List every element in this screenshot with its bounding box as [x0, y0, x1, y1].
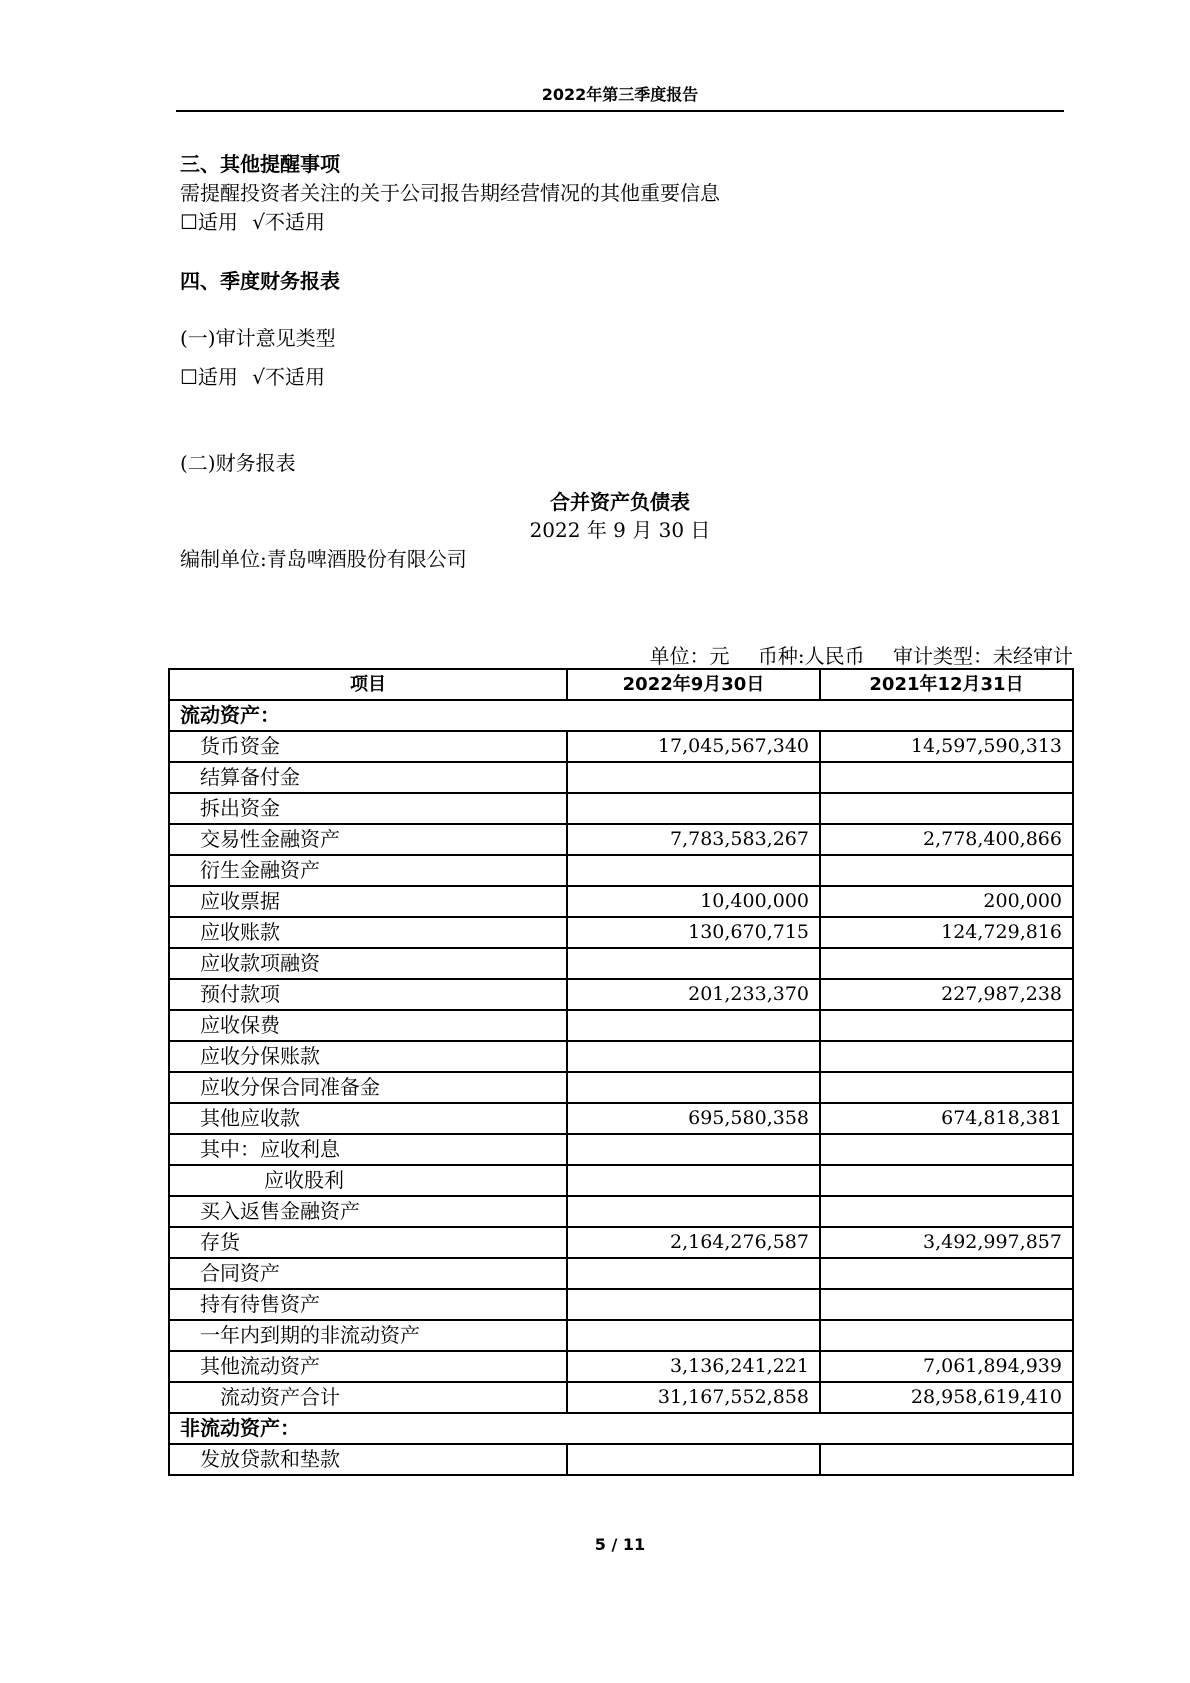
row-label: 其他应收款	[169, 1103, 567, 1134]
value-prior: 124,729,816	[820, 917, 1073, 948]
value-prior: 200,000	[820, 886, 1073, 917]
table-row	[169, 855, 1073, 886]
row-label: 拆出资金	[169, 793, 567, 824]
value-prior: 14,597,590,313	[820, 731, 1073, 762]
value-prior	[820, 1444, 1073, 1475]
value-prior	[820, 1165, 1073, 1196]
value-current: 130,670,715	[567, 917, 820, 948]
value-current: 3,136,241,221	[567, 1351, 820, 1382]
page-number: 5 / 11	[594, 1535, 646, 1554]
audit-opinion-heading: (一)审计意见类型	[180, 326, 336, 350]
row-label: 存货	[169, 1227, 567, 1258]
row-label: 衍生金融资产	[169, 855, 567, 886]
table-row	[169, 1320, 1073, 1351]
table-row	[169, 1258, 1073, 1289]
table-row	[169, 1103, 1073, 1134]
table-row	[169, 824, 1073, 855]
table-header-row	[169, 669, 1073, 700]
unit-label: 单位：元	[649, 644, 730, 668]
table-row	[169, 1444, 1073, 1475]
value-current	[567, 855, 820, 886]
value-current	[567, 948, 820, 979]
currency-label: 币种:人民币	[757, 644, 865, 668]
row-label: 买入返售金融资产	[169, 1196, 567, 1227]
not-applicable-option: √不适用	[252, 210, 326, 234]
table-row	[169, 1196, 1073, 1227]
table-row	[169, 917, 1073, 948]
preparing-entity: 编制单位:青岛啤酒股份有限公司	[180, 547, 467, 571]
value-prior	[820, 1041, 1073, 1072]
row-label: 一年内到期的非流动资产	[169, 1320, 567, 1351]
value-current	[567, 1258, 820, 1289]
header-item: 项目	[169, 669, 567, 700]
table-row	[169, 762, 1073, 793]
value-prior: 3,492,997,857	[820, 1227, 1073, 1258]
value-prior: 674,818,381	[820, 1103, 1073, 1134]
row-label: 其中：应收利息	[169, 1134, 567, 1165]
value-prior: 227,987,238	[820, 979, 1073, 1010]
section3-description: 需提醒投资者关注的关于公司报告期经营情况的其他重要信息	[180, 181, 720, 205]
section3-options	[180, 206, 333, 235]
value-current: 10,400,000	[567, 886, 820, 917]
statement-date: 2022 年 9 月 30 日	[529, 518, 711, 542]
value-current	[567, 1444, 820, 1475]
value-prior: 7,061,894,939	[820, 1351, 1073, 1382]
section-current-assets: 流动资产：	[169, 700, 1073, 731]
value-current	[567, 793, 820, 824]
value-prior	[820, 1258, 1073, 1289]
row-label: 结算备付金	[169, 762, 567, 793]
value-current: 201,233,370	[567, 979, 820, 1010]
value-prior: 28,958,619,410	[820, 1382, 1073, 1413]
applicable-option: ☐适用	[180, 365, 238, 389]
header-period-current: 2022年9月30日	[567, 669, 820, 700]
table-row	[169, 1041, 1073, 1072]
row-label: 合同资产	[169, 1258, 567, 1289]
value-prior: 2,778,400,866	[820, 824, 1073, 855]
table-row	[169, 948, 1073, 979]
value-current	[567, 1041, 820, 1072]
value-prior	[820, 793, 1073, 824]
row-label: 应收款项融资	[169, 948, 567, 979]
row-label: 持有待售资产	[169, 1289, 567, 1320]
section3-heading: 三、其他提醒事项	[180, 152, 340, 176]
value-current: 17,045,567,340	[567, 731, 820, 762]
table-row	[169, 1165, 1073, 1196]
row-label: 发放贷款和垫款	[169, 1444, 567, 1475]
unit-line	[628, 640, 1073, 669]
value-current: 7,783,583,267	[567, 824, 820, 855]
row-label: 流动资产合计	[169, 1382, 567, 1413]
value-prior	[820, 948, 1073, 979]
section-row	[169, 1413, 1073, 1444]
table-row	[169, 793, 1073, 824]
value-prior	[820, 1134, 1073, 1165]
row-label: 应收股利	[169, 1165, 567, 1196]
row-label: 应收分保合同准备金	[169, 1072, 567, 1103]
value-current	[567, 762, 820, 793]
not-applicable-option: √不适用	[252, 365, 326, 389]
table-row	[169, 1227, 1073, 1258]
table-row	[169, 979, 1073, 1010]
value-current	[567, 1010, 820, 1041]
report-header: 2022年第三季度报告	[176, 80, 1064, 112]
value-current: 31,167,552,858	[567, 1382, 820, 1413]
value-prior	[820, 762, 1073, 793]
section-row	[169, 700, 1073, 731]
statement-title: 合并资产负债表	[550, 490, 690, 514]
value-prior	[820, 1196, 1073, 1227]
value-current	[567, 1134, 820, 1165]
value-current	[567, 1196, 820, 1227]
balance-sheet-table	[168, 668, 1074, 1476]
value-current	[567, 1072, 820, 1103]
table-body	[169, 700, 1073, 1475]
value-prior	[820, 1289, 1073, 1320]
value-prior	[820, 855, 1073, 886]
value-prior	[820, 1072, 1073, 1103]
table-row	[169, 886, 1073, 917]
table-row	[169, 1289, 1073, 1320]
table-row	[169, 731, 1073, 762]
row-label: 其他流动资产	[169, 1351, 567, 1382]
value-prior	[820, 1010, 1073, 1041]
table-row	[169, 1134, 1073, 1165]
value-current	[567, 1289, 820, 1320]
value-current: 695,580,358	[567, 1103, 820, 1134]
value-current: 2,164,276,587	[567, 1227, 820, 1258]
row-label: 预付款项	[169, 979, 567, 1010]
row-label: 货币资金	[169, 731, 567, 762]
table-row	[169, 1010, 1073, 1041]
row-label: 应收账款	[169, 917, 567, 948]
audit-type-label: 审计类型：未经审计	[893, 644, 1073, 668]
value-current	[567, 1165, 820, 1196]
table-row	[169, 1351, 1073, 1382]
row-label: 交易性金融资产	[169, 824, 567, 855]
table-row	[169, 1072, 1073, 1103]
value-prior	[820, 1320, 1073, 1351]
header-period-prior: 2021年12月31日	[820, 669, 1073, 700]
applicable-option: ☐适用	[180, 210, 238, 234]
row-label: 应收分保账款	[169, 1041, 567, 1072]
financial-statements-heading: (二)财务报表	[180, 451, 296, 475]
value-current	[567, 1320, 820, 1351]
row-label: 应收票据	[169, 886, 567, 917]
section-noncurrent-assets: 非流动资产：	[169, 1413, 1073, 1444]
section4-heading: 四、季度财务报表	[180, 269, 340, 293]
table-row	[169, 1382, 1073, 1413]
row-label: 应收保费	[169, 1010, 567, 1041]
audit-opinion-options	[180, 361, 333, 390]
